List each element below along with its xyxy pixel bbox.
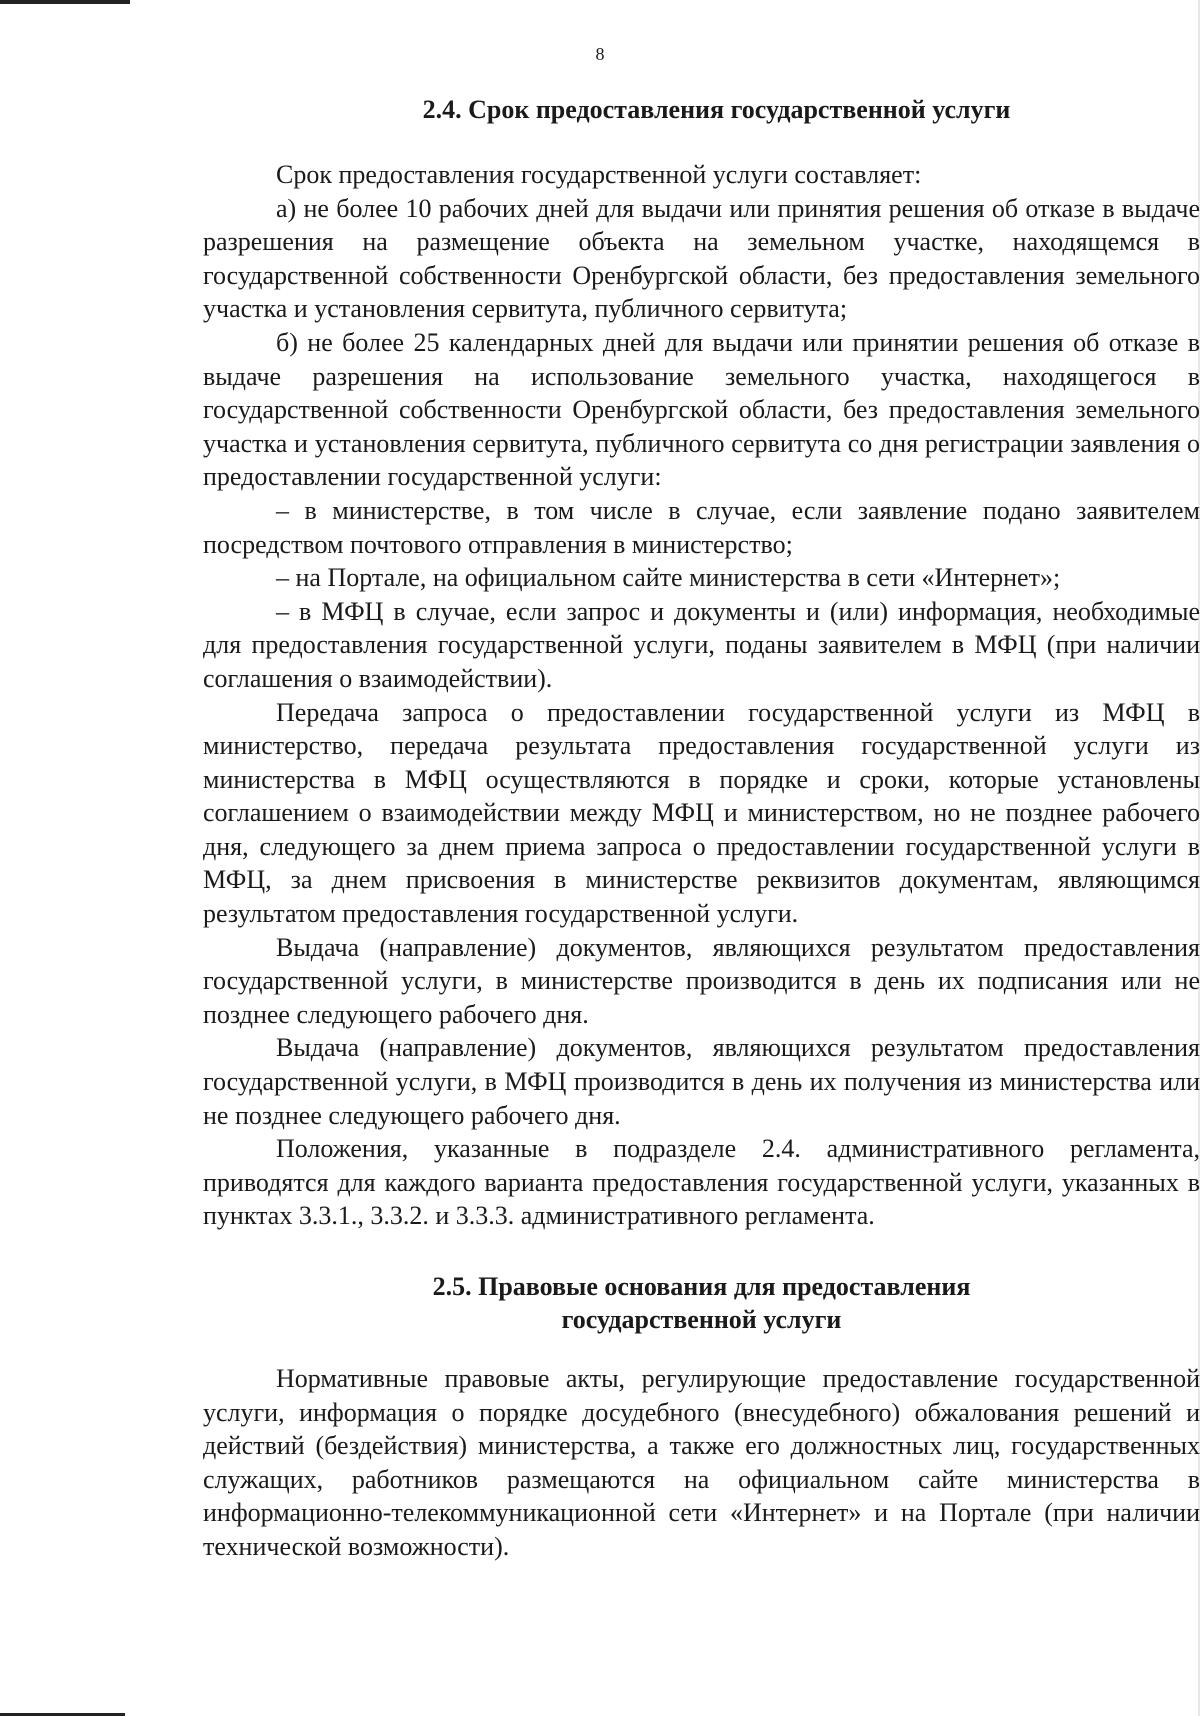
paragraph: б) не более 25 календарных дней для выдачи или принятии решения об отказе в выдаче разрешения на использование земельного участка, находящегося в государственной собственности Оренбургской области, без предоставления земельного участка и установления сервитута, публичного сервитута со дня регистрации заявления о предоставлении государственной услуги: [203,327,1200,492]
section-heading-2-5-line-2: государственной услуги [561,1305,842,1334]
paragraph: Выдача (направление) документов, являющихся результатом предоставления государственной услуги, в МФЦ производится в день их получения из министерства или не позднее следующего рабочего дня. [203,1033,1200,1130]
paragraph: а) не более 10 рабочих дней для выдачи или принятия решения об отказе в выдаче разрешения на размещение объекта на земельном участке, находящемся в государственной собственности Оренбургской области, без предоставления земельного участка и установления сервитута, публичного сервитута; [203,193,1200,324]
list-item: – на Портале, на официальном сайте министерства в сети «Интернет»; [276,563,1061,593]
list-item: – в министерстве, в том числе в случае, если заявление подано заявителем посредством почтового отправления в министерство; [203,495,1200,559]
document-body [203,93,1200,1564]
paragraph: Нормативные правовые акты, регулирующие предоставление государственной услуги, информация о порядке досудебного (внесудебного) обжалования решений и действий (бездействия) министерства, а также его должностных лиц, государственных служащих, работников размещаются на официальном сайте министерства в информационно-телекоммуникационной сети «Интернет» и на Портале (при наличии технической возможности). [203,1364,1200,1561]
paragraph: Срок предоставления государственной услуги составляет: [276,160,922,189]
section-heading-2-5 [203,1270,1200,1336]
section-heading-2-4: 2.4. Срок предоставления государственной услуги [422,95,1011,124]
scan-edge-mark-top [0,0,130,4]
paragraph: Положения, указанные в подразделе 2.4. административного регламента, приводятся для каждого варианта предоставления государственной услуги, указанных в пунктах 3.3.1., 3.3.2. и 3.3.3. административного регламента. [203,1134,1200,1231]
page-number: 8 [595,44,605,64]
paragraph: Выдача (направление) документов, являющихся результатом предоставления государственной услуги, в министерстве производится в день их подписания или не позднее следующего рабочего дня. [203,932,1200,1029]
section-heading-2-5-line-1: 2.5. Правовые основания для предоставления [432,1272,971,1301]
paragraph: Передача запроса о предоставлении государственной услуги из МФЦ в министерство, передача результата предоставления государственной услуги из министерства в МФЦ осуществляются в порядке и сроки, которые установлены соглашением о взаимодействии между МФЦ и министерством, но не позднее рабочего дня, следующего за днем приема запроса о предоставлении государственной услуги в МФЦ, за днем присвоения в министерстве реквизитов документам, являющимся результатом предоставления государственной услуги. [203,697,1200,929]
list-item: – в МФЦ в случае, если запрос и документы и (или) информация, необходимые для предоставления государственной услуги, поданы заявителем в МФЦ (при наличии соглашения о взаимодействии). [203,596,1200,693]
